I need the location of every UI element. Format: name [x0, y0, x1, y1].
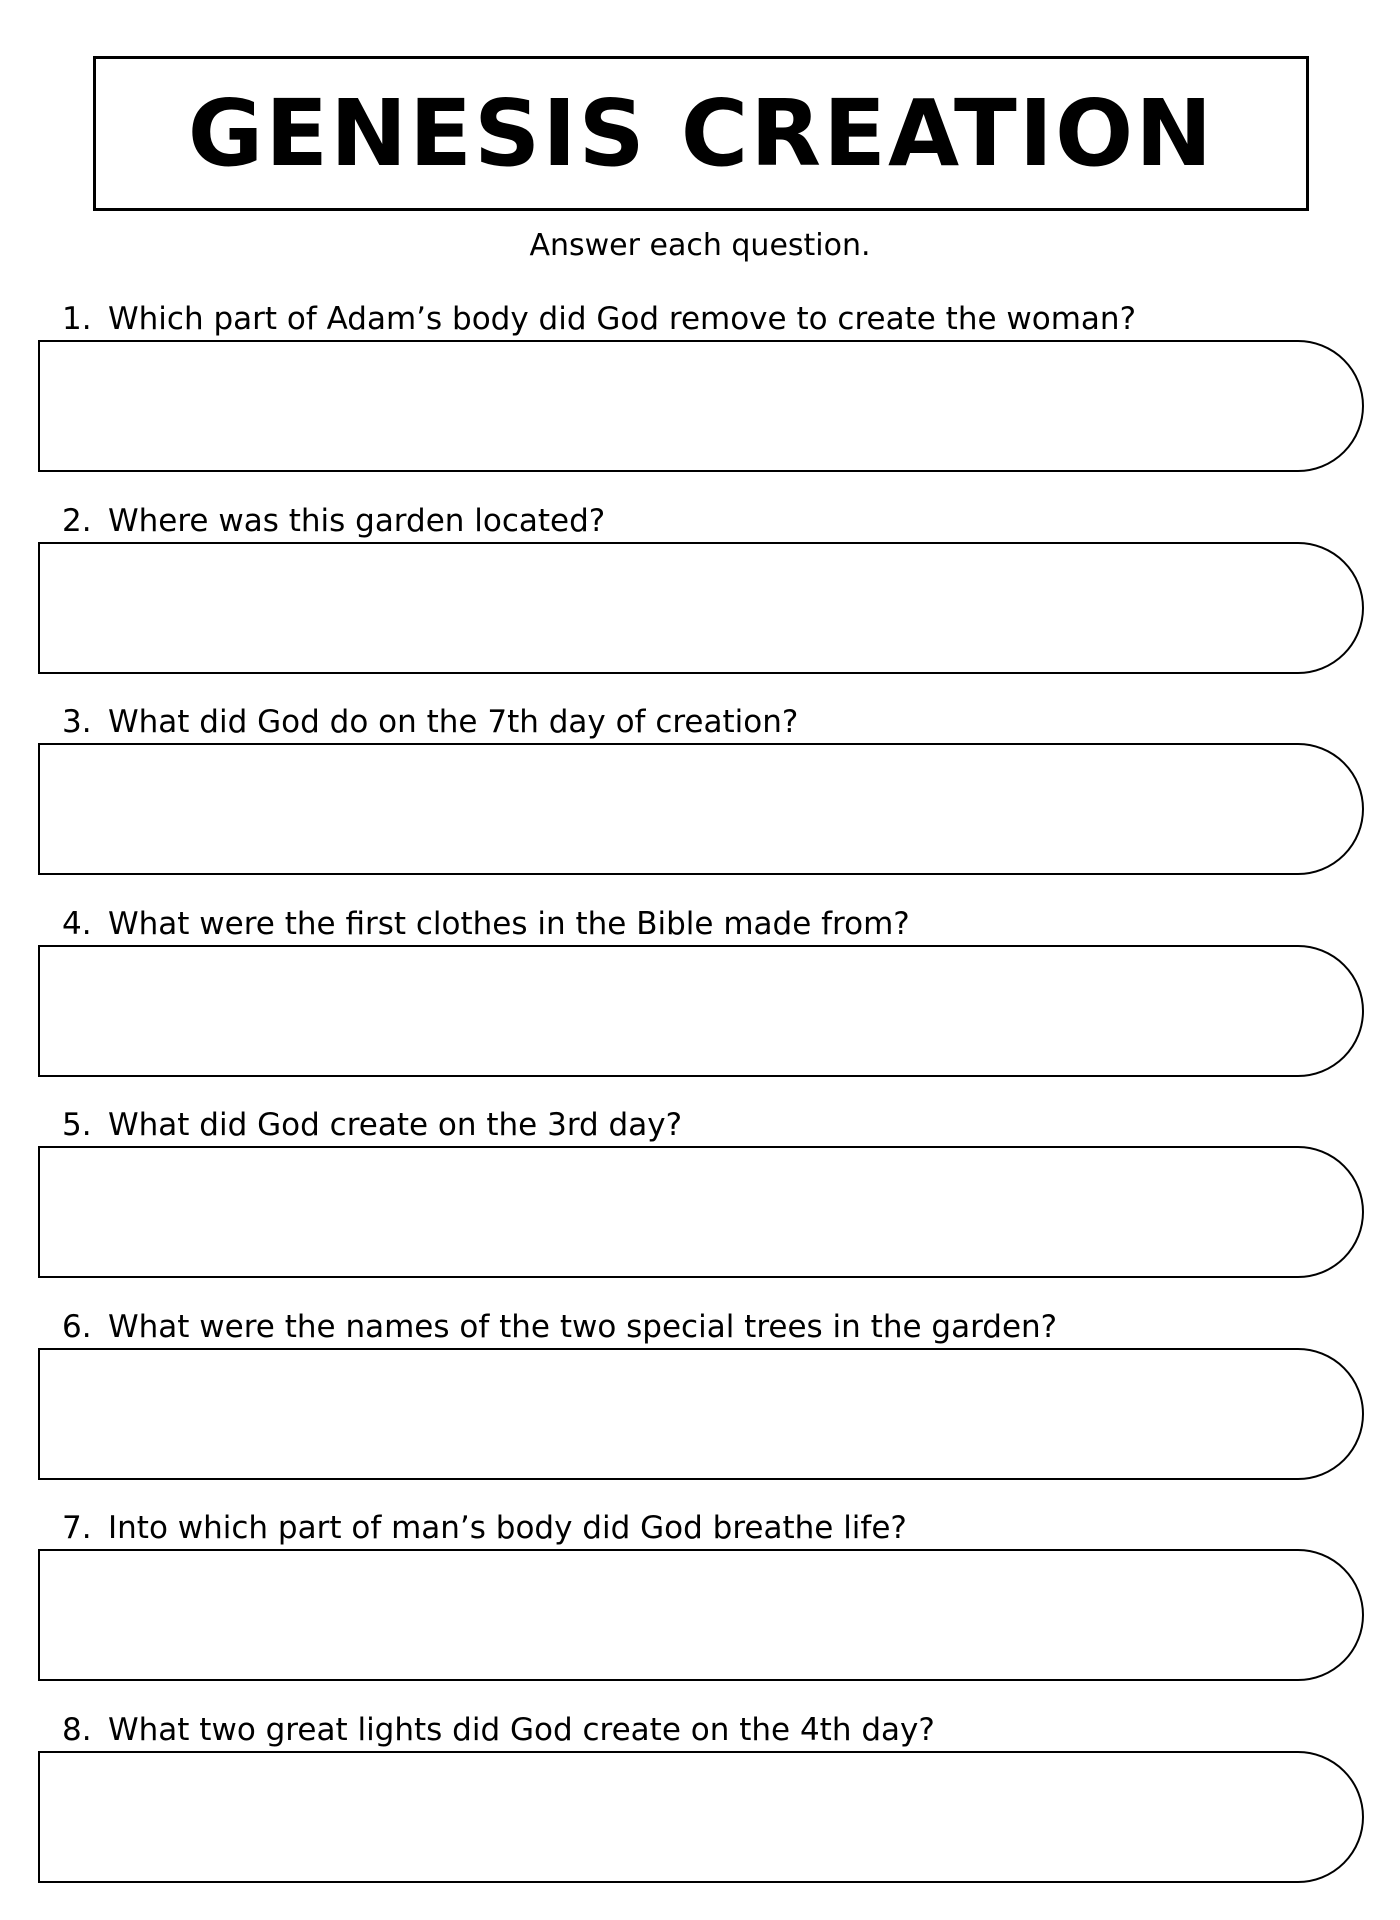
question-label [62, 1708, 935, 1752]
question-label [62, 1506, 907, 1550]
question-number: 1. [62, 301, 92, 337]
question-number: 5. [62, 1107, 92, 1143]
question-number: 4. [62, 906, 92, 942]
question-text: What two great lights did God create on the 4th day? [108, 1712, 935, 1748]
question-label [62, 1103, 682, 1147]
answer-field-1[interactable] [38, 340, 1364, 472]
instruction-text: Answer each question. [529, 228, 871, 263]
answer-field-2[interactable] [38, 542, 1364, 674]
answer-field-5[interactable] [38, 1146, 1364, 1278]
question-text: Which part of Adam’s body did God remove to create the woman? [108, 301, 1137, 337]
question-text: What did God do on the 7th day of creation? [108, 704, 799, 740]
question-label [62, 297, 1136, 341]
question-number: 3. [62, 704, 92, 740]
question-label [62, 1305, 1057, 1349]
question-number: 8. [62, 1712, 92, 1748]
answer-field-6[interactable] [38, 1348, 1364, 1480]
question-label [62, 700, 798, 744]
answer-field-8[interactable] [38, 1751, 1364, 1883]
question-number: 7. [62, 1510, 92, 1546]
answer-field-3[interactable] [38, 743, 1364, 875]
question-text: What were the first clothes in the Bible made from? [108, 906, 910, 942]
question-text: Into which part of man’s body did God breathe life? [108, 1510, 907, 1546]
question-text: Where was this garden located? [108, 503, 606, 539]
question-label [62, 499, 605, 543]
question-number: 2. [62, 503, 92, 539]
answer-field-4[interactable] [38, 945, 1364, 1077]
title-box [93, 56, 1309, 211]
worksheet-title: GENESIS CREATION [187, 79, 1215, 187]
question-text: What were the names of the two special trees in the garden? [108, 1309, 1058, 1345]
question-text: What did God create on the 3rd day? [108, 1107, 683, 1143]
question-number: 6. [62, 1309, 92, 1345]
answer-field-7[interactable] [38, 1549, 1364, 1681]
question-label [62, 902, 910, 946]
